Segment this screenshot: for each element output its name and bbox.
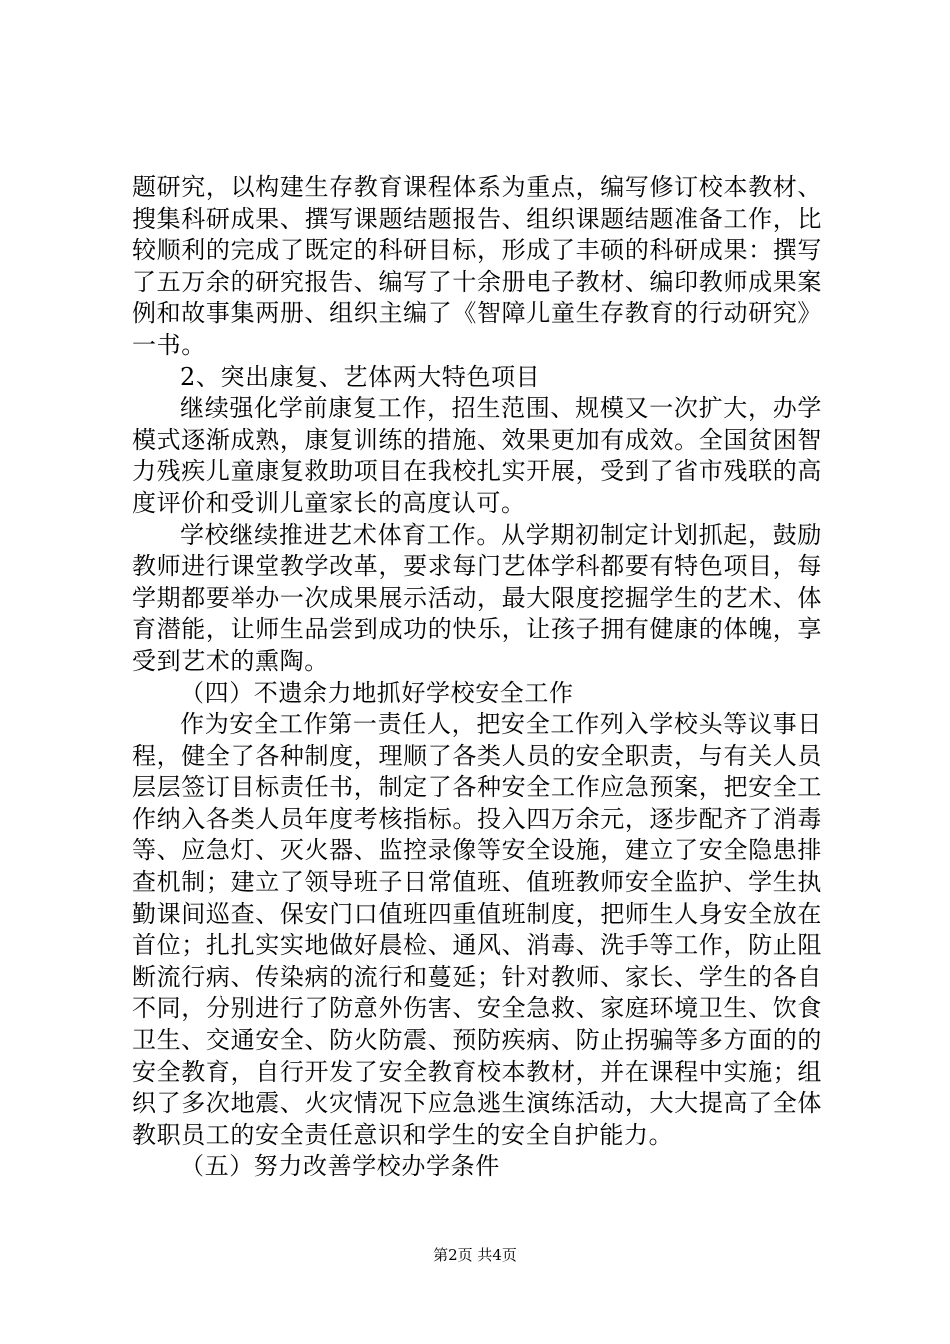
page-indicator: 第2页 共4页 [433,1246,517,1264]
paragraph-2-heading: 2、突出康复、艺体两大特色项目 [180,362,541,391]
paragraph-4: 学校继续推进艺术体育工作。从学期初制定计划抓起，鼓励教师进行课堂教学改革，要求每门艺体学科都要有特色项目，每学期都要举办一次成果展示活动，最大限度挖掘学生的艺术、体育潜能，让师生品尝到成功的快乐，让孩子拥有健康的体魄，享受到艺术的熏陶。 [132,520,822,675]
paragraph-3: 继续强化学前康复工作，招生范围、规模又一次扩大，办学模式逐渐成熟，康复训练的措施、效果更加有成效。全国贫困智力残疾儿童康复救助项目在我校扎实开展，受到了省市残联的高度评价和受训儿童家长的高度认可。 [132,394,822,517]
document-body [132,172,822,1183]
paragraph-6: 作为安全工作第一责任人，把安全工作列入学校头等议事日程，健全了各种制度，理顺了各类人员的安全职责，与有关人员层层签订目标责任书，制定了各种安全工作应急预案，把安全工作纳入各类人员年度考核指标。投入四万余元，逐步配齐了消毒等、应急灯、灭火器、监控录像等安全设施，建立了安全隐患排查机制；建立了领导班子日常值班、值班教师安全监护、学生执勤课间巡查、保安门口值班四重值班制度，把师生人身安全放在首位；扎扎实实地做好晨检、通风、消毒、洗手等工作，防止阻断流行病、传染病的流行和蔓延；针对教师、家长、学生的各自不同，分别进行了防意外伤害、安全急救、家庭环境卫生、饮食卫生、交通安全、防火防震、预防疾病、防止拐骗等多方面的的安全教育，自行开发了安全教育校本教材，并在课程中实施；组织了多次地震、火灾情况下应急逃生演练活动，大大提高了全体教职员工的安全责任意识和学生的安全自护能力。 [132,710,822,1149]
paragraph-5-heading: （四）不遗余力地抓好学校安全工作 [180,678,574,707]
paragraph-7-heading: （五）努力改善学校办学条件 [180,1152,500,1181]
page-footer [0,1244,950,1265]
paragraph-1: 题研究，以构建生存教育课程体系为重点，编写修订校本教材、搜集科研成果、撰写课题结题报告、组织课题结题准备工作，比较顺利的完成了既定的科研目标，形成了丰硕的科研成果：撰写了五万余的研究报告、编写了十余册电子教材、编印教师成果案例和故事集两册、组织主编了《智障儿童生存教育的行动研究》一书。 [132,173,822,359]
